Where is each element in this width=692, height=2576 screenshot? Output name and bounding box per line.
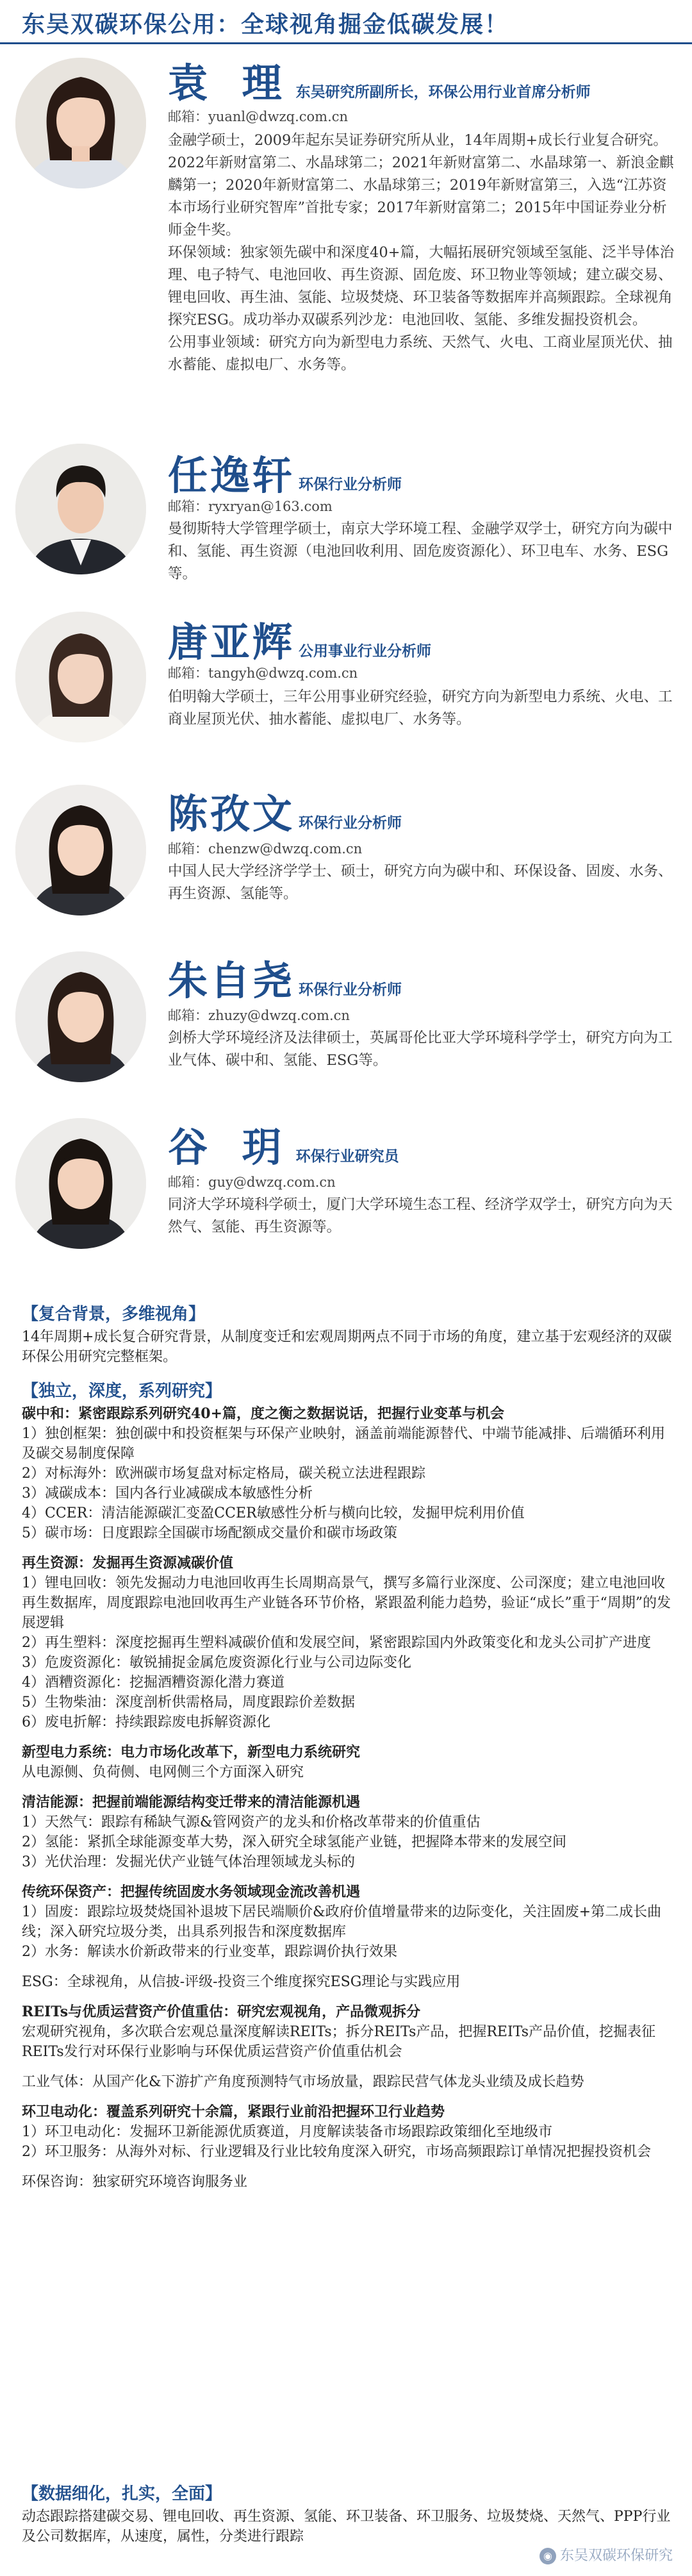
block-title: 传统环保资产：把握传统固废水务领域现金流改善机遇 [22, 1884, 361, 1900]
profile-tangyahui [0, 609, 692, 769]
block-line: 3）光伏治理：发掘光伏产业链气体治理领域龙头标的 [22, 1854, 355, 1870]
block-line: 宏观研究视角，多次联合宏观总量深度解读REITs；拆分REITs产品，把握REITs产品价值，挖掘表征REITs发行对环保行业影响与环保优质运营资产价值重估机会 [22, 2024, 656, 2060]
analyst-email: 邮箱：guy@dwzq.com.cn [168, 1175, 336, 1190]
section-heading: 【复合背景，多维视角】 [22, 1305, 206, 1324]
spacer [22, 1992, 675, 2002]
block-line: 4）酒糟资源化：挖掘酒糟资源化潜力赛道 [22, 1675, 284, 1691]
analyst-name: 袁 理 [168, 60, 292, 106]
research-block-power-system [22, 1743, 675, 1782]
section-text [22, 2507, 675, 2547]
analyst-name: 谷 玥 [168, 1124, 292, 1171]
analyst-bio [168, 130, 674, 376]
block-line: 2）水务：解读水价新政带来的行业变革，跟踪调价执行效果 [22, 1944, 397, 1960]
block-line: 环保咨询：独家研究环境咨询服务业 [22, 2174, 248, 2190]
bio-paragraph: 伯明翰大学硕士，三年公用事业研究经验，研究方向为新型电力系统、火电、工商业屋顶光伏、抽水蓄能、虚拟电厂、水务等。 [168, 689, 673, 728]
research-block-traditional-assets [22, 1882, 675, 1962]
analyst-email: 邮箱：ryxryan@163.com [168, 499, 333, 514]
spacer [22, 2062, 675, 2072]
avatar [15, 58, 146, 188]
section-line: 14年周期+成长复合研究背景，从制度变迁和宏观周期两点不同于市场的角度，建立基于宏观经济的双碳环保公用研究完整框架。 [22, 1329, 672, 1365]
block-line: 2）再生塑料：深度挖掘再生塑料减碳价值和发展空间，紧密跟踪国内外政策变化和龙头公司扩产进度 [22, 1635, 652, 1651]
analyst-title: 公用事业行业分析师 [299, 642, 432, 660]
analyst-email: 邮箱：chenzw@dwzq.com.cn [168, 841, 363, 857]
avatar [15, 951, 146, 1082]
profile-zhuziyao [0, 949, 692, 1103]
analyst-bio [168, 518, 674, 585]
section-independent-research [22, 1378, 675, 2192]
bio-paragraph: 金融学硕士，2009年起东吴证券研究所从业，14年周期+成长行业复合研究。2022年新财富第二、水晶球第二；2021年新财富第二、水晶球第一、新浪金麒麟第一；2020年新财富第二、水晶球第三；2019年新财富第三，入选“江苏资本市场行业研究智库”首批专家；2017年新财富第二；2015年中国证券业分析师金牛奖。 [168, 132, 674, 238]
spacer [22, 1782, 675, 1793]
profile-guyue [0, 1116, 692, 1269]
spacer [22, 1543, 675, 1553]
analyst-name: 唐亚辉 [168, 619, 295, 665]
wechat-icon: ◉ [540, 2548, 556, 2564]
section-text [22, 1327, 675, 1367]
block-title: 再生资源：发掘再生资源减碳价值 [22, 1555, 234, 1571]
spacer [22, 2092, 675, 2102]
research-block-consulting [22, 2172, 675, 2192]
bio-paragraph: 环保领域：独家领先碳中和深度40+篇，大幅拓展研究领域至氢能、泛半导体治理、电子特气、电池回收、再生资源、固危废、环卫物业等领域；建立碳交易、锂电回收、再生油、氢能、垃圾焚烧、环卫装备等数据库并高频跟踪。全球视角探究ESG。成功举办双碳系列沙龙：电池回收、氢能、多维发掘投资机会。 [168, 244, 674, 328]
header-divider [0, 42, 692, 44]
analyst-name: 朱自尧 [168, 957, 295, 1004]
analyst-bio [168, 860, 674, 905]
bio-paragraph: 曼彻斯特大学管理学硕士，南京大学环境工程、金融学双学士，研究方向为碳中和、氢能、再生资源（电池回收利用、固危废资源化）、环卫电车、水务、ESG等。 [168, 521, 673, 582]
section-heading: 【独立，深度，系列研究】 [22, 1382, 222, 1401]
section-heading: 【数据细化，扎实，全面】 [22, 2484, 222, 2504]
spacer [22, 1872, 675, 1882]
block-line: 5）碳市场：日度跟踪全国碳市场配额成交量价和碳市场政策 [22, 1525, 397, 1541]
section-composite-background [22, 1301, 675, 1367]
analyst-name: 任逸轩 [168, 452, 295, 499]
research-block-reits [22, 2002, 675, 2062]
avatar [15, 785, 146, 916]
block-title: REITs与优质运营资产价值重估：研究宏观视角，产品微观拆分 [22, 2003, 421, 2020]
analyst-email: 邮箱：tangyh@dwzq.com.cn [168, 665, 358, 681]
spacer [22, 2162, 675, 2172]
profile-chenziwen [0, 782, 692, 936]
block-line: 工业气体：从国产化&下游扩产角度预测特气市场放量，跟踪民营气体龙头业绩及成长趋势 [22, 2074, 584, 2090]
block-title: 清洁能源：把握前端能源结构变迁带来的清洁能源机遇 [22, 1794, 361, 1811]
research-block-industrial-gas [22, 2072, 675, 2092]
research-block-carbon-neutral [22, 1404, 675, 1543]
block-line: ESG：全球视角，从信披-评级-投资三个维度探究ESG理论与实践应用 [22, 1974, 461, 1990]
block-line: 从电源侧、负荷侧、电网侧三个方面深入研究 [22, 1764, 304, 1780]
block-title: 环卫电动化：覆盖系列研究十余篇，紧跟行业前沿把握环卫行业趋势 [22, 2103, 445, 2120]
watermark-text: 东吴双碳环保研究 [559, 2548, 673, 2564]
bio-paragraph: 公用事业领域：研究方向为新型电力系统、天然气、火电、工商业屋顶光伏、抽水蓄能、虚拟电厂、水务等。 [168, 334, 673, 373]
analyst-bio [168, 1194, 674, 1239]
bio-paragraph: 剑桥大学环境经济及法律硕士，英属哥伦比亚大学环境科学学士，研究方向为工业气体、碳中和、氢能、ESG等。 [168, 1030, 673, 1069]
bio-paragraph: 同济大学环境科学硕士，厦门大学环境生态工程、经济学双学士，研究方向为天然气、氢能、再生资源等。 [168, 1196, 673, 1235]
block-line: 1）天然气：跟踪有稀缺气源&管网资产的龙头和价格改革带来的价值重估 [22, 1814, 481, 1830]
analyst-title: 环保行业研究员 [295, 1148, 399, 1165]
profile-yuanli [0, 51, 692, 462]
bio-paragraph: 中国人民大学经济学学士、硕士，研究方向为碳中和、环保设备、固废、水务、再生资源、氢能等。 [168, 863, 673, 902]
block-line: 1）锂电回收：领先发掘动力电池回收再生长周期高景气，撰写多篇行业深度、公司深度；建立电池回收再生数据库，周度跟踪电池回收再生产业链各环节价格，紧跟盈利能力趋势，验证“成长”重于“周期”的发展逻辑 [22, 1575, 671, 1631]
research-block-clean-energy [22, 1793, 675, 1872]
block-line: 3）减碳成本：国内各行业减碳成本敏感性分析 [22, 1485, 313, 1501]
block-line: 5）生物柴油：深度剖析供需格局，周度跟踪价差数据 [22, 1694, 355, 1710]
avatar [15, 1118, 146, 1249]
block-line: 4）CCER：清洁能源碳汇变盈CCER敏感性分析与横向比较，发掘甲烷利用价值 [22, 1505, 525, 1521]
analyst-title: 环保行业分析师 [299, 476, 402, 493]
research-block-sanitation [22, 2102, 675, 2162]
analyst-title: 东吴研究所副所长，环保公用行业首席分析师 [295, 83, 591, 101]
block-line: 1）独创框架：独创碳中和投资框架与环保产业映射，涵盖前端能源替代、中端节能减排、后端循环利用及碳交易制度保障 [22, 1426, 666, 1462]
block-title: 碳中和：紧密跟踪系列研究40+篇，度之衡之数据说话，把握行业变革与机会 [22, 1405, 505, 1422]
analyst-title: 环保行业分析师 [299, 814, 402, 832]
avatar [15, 444, 146, 574]
page-title: 东吴双碳环保公用：全球视角掘金低碳发展！ [22, 11, 509, 38]
analyst-title: 环保行业分析师 [299, 981, 402, 998]
spacer [22, 1732, 675, 1743]
section-text [22, 1404, 675, 2192]
block-line: 1）环卫电动化：发掘环卫新能源优质赛道，月度解读装备市场跟踪政策细化至地级市 [22, 2124, 552, 2140]
analyst-email: 邮箱：yuanl@dwzq.com.cn [168, 109, 349, 124]
block-line: 3）危废资源化：敏锐捕捉金属危废资源化行业与公司边际变化 [22, 1655, 411, 1671]
research-block-esg [22, 1972, 675, 1992]
analyst-bio [168, 686, 674, 731]
block-line: 6）废电折解：持续跟踪废电拆解资源化 [22, 1714, 270, 1730]
block-line: 2）环卫服务：从海外对标、行业逻辑及行业比较角度深入研究，市场高频跟踪订单情况把握投资机会 [22, 2144, 652, 2160]
analyst-email: 邮箱：zhuzy@dwzq.com.cn [168, 1008, 350, 1023]
block-title: 新型电力系统：电力市场化改革下，新型电力系统研究 [22, 1744, 361, 1761]
watermark [540, 2545, 673, 2564]
block-line: 2）对标海外：欧洲碳市场复盘对标定格局，碳关税立法进程跟踪 [22, 1466, 425, 1482]
block-line: 1）固废：跟踪垃圾焚烧国补退坡下居民端顺价&政府价值增量带来的边际变化，关注固废+第二成长曲线；深入研究垃圾分类，出具系列报告和深度数据库 [22, 1904, 662, 1940]
section-data [22, 2481, 675, 2547]
research-block-recycling [22, 1553, 675, 1732]
profile-renyixuan [0, 439, 692, 599]
analyst-bio [168, 1027, 674, 1072]
analyst-name: 陈孜文 [168, 790, 295, 837]
section-line: 动态跟踪搭建碳交易、锂电回收、再生资源、氢能、环卫装备、环卫服务、垃圾焚烧、天然气、PPP行业及公司数据库，从速度，属性，分类进行跟踪 [22, 2509, 671, 2545]
block-line: 2）氢能：紧抓全球能源变革大势，深入研究全球氢能产业链，把握降本带来的发展空间 [22, 1834, 566, 1850]
avatar [15, 612, 146, 742]
spacer [22, 1962, 675, 1972]
